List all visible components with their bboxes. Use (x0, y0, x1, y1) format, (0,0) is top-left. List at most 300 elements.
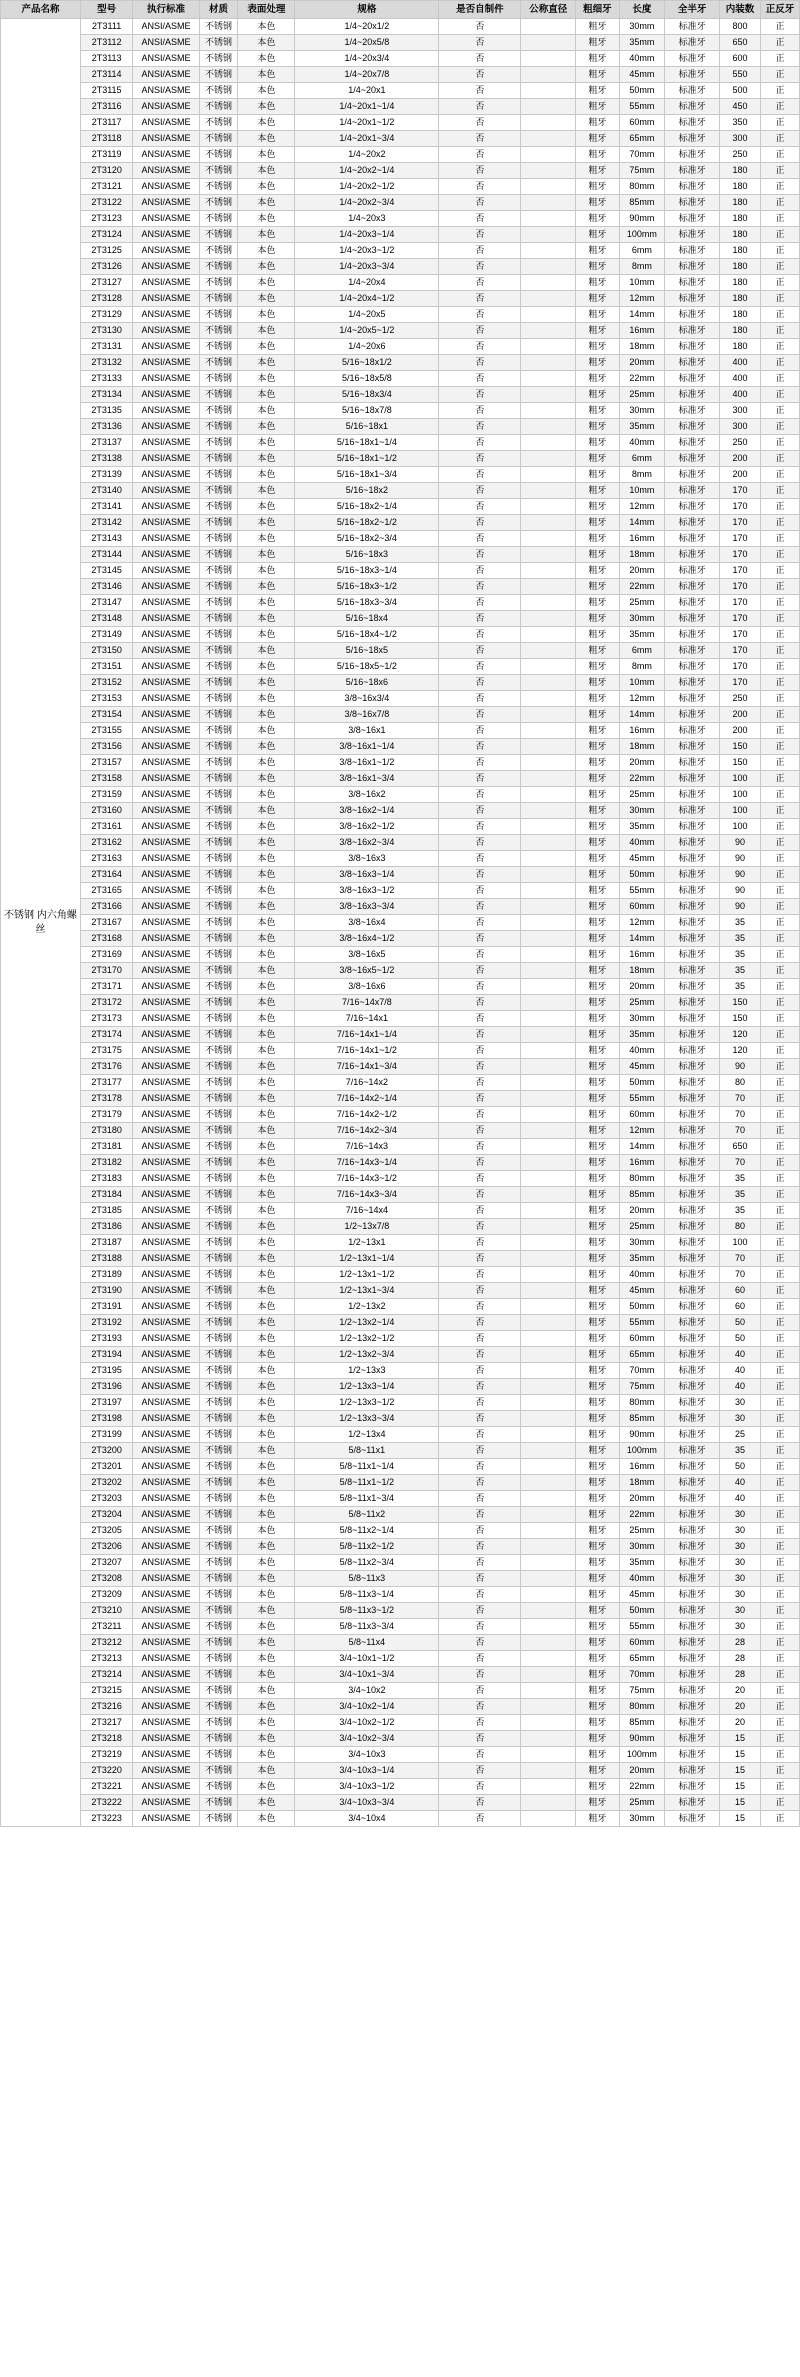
cell-spec: 3/8~16x1~3/4 (295, 771, 439, 787)
table-row (1, 211, 800, 227)
cell-surface: 本色 (238, 1059, 295, 1075)
cell-standard: ANSI/ASME (133, 1587, 199, 1603)
cell-standard: ANSI/ASME (133, 1811, 199, 1827)
cell-nominal-diameter (521, 211, 576, 227)
cell-thread-direction: 正 (761, 1075, 800, 1091)
cell-spec: 1/2~13x3~3/4 (295, 1411, 439, 1427)
cell-thread-direction: 正 (761, 179, 800, 195)
cell-surface: 本色 (238, 1491, 295, 1507)
cell-material: 不锈钢 (199, 291, 238, 307)
cell-spec: 1/4~20x5~1/2 (295, 323, 439, 339)
cell-thread-pitch: 粗牙 (576, 1683, 619, 1699)
cell-thread-pitch: 粗牙 (576, 1363, 619, 1379)
cell-pack-qty: 170 (720, 643, 761, 659)
cell-nominal-diameter (521, 1811, 576, 1827)
cell-pack-qty: 50 (720, 1315, 761, 1331)
cell-material: 不锈钢 (199, 723, 238, 739)
table-row (1, 179, 800, 195)
cell-standard: ANSI/ASME (133, 963, 199, 979)
table-row (1, 1155, 800, 1171)
cell-thread-direction: 正 (761, 387, 800, 403)
cell-spec: 1/4~20x3/4 (295, 51, 439, 67)
cell-thread-direction: 正 (761, 531, 800, 547)
cell-model: 2T3169 (80, 947, 133, 963)
cell-thread-type: 标准牙 (665, 755, 720, 771)
cell-pack-qty: 170 (720, 563, 761, 579)
cell-thread-type: 标准牙 (665, 1171, 720, 1187)
cell-selfmade: 否 (439, 147, 521, 163)
cell-length: 8mm (619, 467, 665, 483)
cell-selfmade: 否 (439, 435, 521, 451)
cell-thread-type: 标准牙 (665, 1635, 720, 1651)
cell-material: 不锈钢 (199, 371, 238, 387)
cell-selfmade: 否 (439, 899, 521, 915)
cell-spec: 3/8~16x1~1/2 (295, 755, 439, 771)
cell-thread-direction: 正 (761, 643, 800, 659)
cell-model: 2T3121 (80, 179, 133, 195)
cell-nominal-diameter (521, 1139, 576, 1155)
cell-model: 2T3143 (80, 531, 133, 547)
cell-pack-qty: 40 (720, 1347, 761, 1363)
cell-surface: 本色 (238, 579, 295, 595)
cell-length: 30mm (619, 803, 665, 819)
cell-nominal-diameter (521, 403, 576, 419)
cell-thread-type: 标准牙 (665, 1091, 720, 1107)
cell-length: 75mm (619, 1683, 665, 1699)
cell-spec: 5/16~18x1 (295, 419, 439, 435)
cell-length: 60mm (619, 899, 665, 915)
cell-model: 2T3218 (80, 1731, 133, 1747)
cell-length: 80mm (619, 1699, 665, 1715)
cell-model: 2T3205 (80, 1523, 133, 1539)
table-row (1, 131, 800, 147)
cell-thread-pitch: 粗牙 (576, 1331, 619, 1347)
cell-material: 不锈钢 (199, 835, 238, 851)
cell-surface: 本色 (238, 1715, 295, 1731)
cell-material: 不锈钢 (199, 435, 238, 451)
cell-surface: 本色 (238, 403, 295, 419)
cell-nominal-diameter (521, 979, 576, 995)
cell-length: 12mm (619, 691, 665, 707)
cell-thread-pitch: 粗牙 (576, 1491, 619, 1507)
cell-thread-type: 标准牙 (665, 51, 720, 67)
cell-length: 6mm (619, 643, 665, 659)
table-row (1, 1059, 800, 1075)
table-row (1, 707, 800, 723)
cell-spec: 5/16~18x5/8 (295, 371, 439, 387)
cell-thread-type: 标准牙 (665, 707, 720, 723)
cell-selfmade: 否 (439, 547, 521, 563)
cell-model: 2T3149 (80, 627, 133, 643)
cell-thread-pitch: 粗牙 (576, 1475, 619, 1491)
cell-spec: 3/8~16x4 (295, 915, 439, 931)
cell-material: 不锈钢 (199, 1523, 238, 1539)
cell-pack-qty: 100 (720, 819, 761, 835)
cell-standard: ANSI/ASME (133, 1747, 199, 1763)
table-row (1, 1395, 800, 1411)
cell-thread-type: 标准牙 (665, 883, 720, 899)
cell-thread-type: 标准牙 (665, 1491, 720, 1507)
cell-surface: 本色 (238, 723, 295, 739)
cell-model: 2T3216 (80, 1699, 133, 1715)
cell-selfmade: 否 (439, 915, 521, 931)
cell-thread-direction: 正 (761, 771, 800, 787)
cell-selfmade: 否 (439, 371, 521, 387)
cell-standard: ANSI/ASME (133, 675, 199, 691)
table-row (1, 1363, 800, 1379)
cell-model: 2T3176 (80, 1059, 133, 1075)
cell-standard: ANSI/ASME (133, 819, 199, 835)
cell-selfmade: 否 (439, 1059, 521, 1075)
cell-thread-direction: 正 (761, 323, 800, 339)
table-row (1, 1619, 800, 1635)
cell-spec: 1/2~13x1 (295, 1235, 439, 1251)
cell-thread-type: 标准牙 (665, 739, 720, 755)
cell-pack-qty: 800 (720, 19, 761, 35)
cell-spec: 3/4~10x2~3/4 (295, 1731, 439, 1747)
cell-spec: 5/16~18x2~1/2 (295, 515, 439, 531)
cell-thread-pitch: 粗牙 (576, 643, 619, 659)
cell-length: 30mm (619, 1235, 665, 1251)
cell-pack-qty: 170 (720, 531, 761, 547)
cell-nominal-diameter (521, 483, 576, 499)
cell-thread-type: 标准牙 (665, 1267, 720, 1283)
cell-pack-qty: 180 (720, 291, 761, 307)
cell-selfmade: 否 (439, 611, 521, 627)
cell-nominal-diameter (521, 1267, 576, 1283)
col-length: 长度 (619, 1, 665, 19)
cell-pack-qty: 90 (720, 899, 761, 915)
cell-thread-direction: 正 (761, 723, 800, 739)
cell-thread-type: 标准牙 (665, 243, 720, 259)
cell-length: 20mm (619, 755, 665, 771)
cell-spec: 3/4~10x3~3/4 (295, 1795, 439, 1811)
cell-spec: 5/16~18x2~3/4 (295, 531, 439, 547)
cell-thread-type: 标准牙 (665, 1235, 720, 1251)
cell-selfmade: 否 (439, 1235, 521, 1251)
cell-selfmade: 否 (439, 1731, 521, 1747)
cell-length: 14mm (619, 307, 665, 323)
cell-spec: 3/8~16x3/4 (295, 691, 439, 707)
cell-thread-type: 标准牙 (665, 1315, 720, 1331)
cell-nominal-diameter (521, 1427, 576, 1443)
cell-material: 不锈钢 (199, 1491, 238, 1507)
cell-thread-pitch: 粗牙 (576, 835, 619, 851)
cell-model: 2T3208 (80, 1571, 133, 1587)
cell-nominal-diameter (521, 1075, 576, 1091)
table-row (1, 819, 800, 835)
cell-selfmade: 否 (439, 531, 521, 547)
cell-nominal-diameter (521, 1107, 576, 1123)
cell-thread-direction: 正 (761, 1091, 800, 1107)
cell-surface: 本色 (238, 1235, 295, 1251)
table-row (1, 963, 800, 979)
cell-selfmade: 否 (439, 1299, 521, 1315)
cell-model: 2T3115 (80, 83, 133, 99)
cell-thread-direction: 正 (761, 355, 800, 371)
cell-material: 不锈钢 (199, 755, 238, 771)
table-row (1, 659, 800, 675)
cell-thread-pitch: 粗牙 (576, 115, 619, 131)
cell-length: 18mm (619, 963, 665, 979)
cell-surface: 本色 (238, 1395, 295, 1411)
cell-material: 不锈钢 (199, 1331, 238, 1347)
cell-surface: 本色 (238, 1427, 295, 1443)
table-row (1, 1011, 800, 1027)
cell-pack-qty: 180 (720, 275, 761, 291)
cell-length: 22mm (619, 1507, 665, 1523)
cell-thread-pitch: 粗牙 (576, 83, 619, 99)
cell-selfmade: 否 (439, 339, 521, 355)
cell-thread-pitch: 粗牙 (576, 1059, 619, 1075)
cell-pack-qty: 170 (720, 579, 761, 595)
cell-length: 40mm (619, 435, 665, 451)
cell-model: 2T3116 (80, 99, 133, 115)
cell-model: 2T3152 (80, 675, 133, 691)
cell-pack-qty: 50 (720, 1459, 761, 1475)
cell-pack-qty: 170 (720, 611, 761, 627)
cell-thread-direction: 正 (761, 1235, 800, 1251)
cell-pack-qty: 30 (720, 1571, 761, 1587)
cell-nominal-diameter (521, 371, 576, 387)
cell-pack-qty: 40 (720, 1475, 761, 1491)
cell-thread-type: 标准牙 (665, 1459, 720, 1475)
cell-nominal-diameter (521, 1667, 576, 1683)
table-row (1, 899, 800, 915)
cell-thread-pitch: 粗牙 (576, 243, 619, 259)
cell-pack-qty: 200 (720, 723, 761, 739)
cell-length: 100mm (619, 1747, 665, 1763)
cell-selfmade: 否 (439, 1107, 521, 1123)
table-row (1, 1219, 800, 1235)
cell-spec: 7/16~14x1 (295, 1011, 439, 1027)
cell-nominal-diameter (521, 851, 576, 867)
cell-spec: 5/16~18x2 (295, 483, 439, 499)
cell-thread-type: 标准牙 (665, 563, 720, 579)
cell-pack-qty: 200 (720, 467, 761, 483)
cell-material: 不锈钢 (199, 739, 238, 755)
cell-selfmade: 否 (439, 1347, 521, 1363)
cell-spec: 1/4~20x2~1/2 (295, 179, 439, 195)
cell-surface: 本色 (238, 1683, 295, 1699)
cell-model: 2T3151 (80, 659, 133, 675)
cell-material: 不锈钢 (199, 451, 238, 467)
cell-surface: 本色 (238, 947, 295, 963)
cell-selfmade: 否 (439, 1539, 521, 1555)
cell-nominal-diameter (521, 1491, 576, 1507)
cell-standard: ANSI/ASME (133, 499, 199, 515)
cell-thread-direction: 正 (761, 339, 800, 355)
cell-thread-pitch: 粗牙 (576, 1411, 619, 1427)
cell-thread-direction: 正 (761, 1651, 800, 1667)
cell-standard: ANSI/ASME (133, 803, 199, 819)
cell-nominal-diameter (521, 1507, 576, 1523)
cell-nominal-diameter (521, 1299, 576, 1315)
cell-length: 14mm (619, 931, 665, 947)
cell-nominal-diameter (521, 1699, 576, 1715)
cell-thread-direction: 正 (761, 563, 800, 579)
cell-length: 14mm (619, 707, 665, 723)
cell-thread-pitch: 粗牙 (576, 899, 619, 915)
table-row (1, 1539, 800, 1555)
cell-thread-pitch: 粗牙 (576, 1139, 619, 1155)
cell-surface: 本色 (238, 835, 295, 851)
cell-length: 25mm (619, 1795, 665, 1811)
cell-surface: 本色 (238, 211, 295, 227)
cell-thread-pitch: 粗牙 (576, 499, 619, 515)
cell-thread-type: 标准牙 (665, 579, 720, 595)
cell-selfmade: 否 (439, 1203, 521, 1219)
cell-standard: ANSI/ASME (133, 1123, 199, 1139)
cell-selfmade: 否 (439, 67, 521, 83)
cell-material: 不锈钢 (199, 1411, 238, 1427)
cell-surface: 本色 (238, 627, 295, 643)
cell-thread-pitch: 粗牙 (576, 723, 619, 739)
cell-standard: ANSI/ASME (133, 931, 199, 947)
cell-length: 8mm (619, 259, 665, 275)
cell-surface: 本色 (238, 1539, 295, 1555)
cell-thread-type: 标准牙 (665, 1059, 720, 1075)
cell-nominal-diameter (521, 803, 576, 819)
cell-selfmade: 否 (439, 1427, 521, 1443)
cell-model: 2T3165 (80, 883, 133, 899)
cell-length: 30mm (619, 1539, 665, 1555)
cell-material: 不锈钢 (199, 595, 238, 611)
cell-pack-qty: 100 (720, 803, 761, 819)
cell-material: 不锈钢 (199, 419, 238, 435)
cell-thread-direction: 正 (761, 1187, 800, 1203)
cell-spec: 1/4~20x3~3/4 (295, 259, 439, 275)
cell-thread-type: 标准牙 (665, 1795, 720, 1811)
cell-standard: ANSI/ASME (133, 1091, 199, 1107)
cell-standard: ANSI/ASME (133, 1699, 199, 1715)
cell-selfmade: 否 (439, 1667, 521, 1683)
table-row (1, 115, 800, 131)
cell-standard: ANSI/ASME (133, 787, 199, 803)
cell-model: 2T3120 (80, 163, 133, 179)
cell-length: 70mm (619, 1363, 665, 1379)
cell-thread-direction: 正 (761, 1315, 800, 1331)
cell-pack-qty: 70 (720, 1267, 761, 1283)
cell-nominal-diameter (521, 67, 576, 83)
cell-thread-type: 标准牙 (665, 1139, 720, 1155)
cell-nominal-diameter (521, 1443, 576, 1459)
cell-spec: 5/16~18x1/2 (295, 355, 439, 371)
cell-spec: 3/4~10x2~1/4 (295, 1699, 439, 1715)
cell-nominal-diameter (521, 1651, 576, 1667)
cell-thread-pitch: 粗牙 (576, 307, 619, 323)
cell-spec: 5/16~18x3/4 (295, 387, 439, 403)
header-row (1, 1, 800, 19)
cell-pack-qty: 100 (720, 771, 761, 787)
cell-length: 70mm (619, 147, 665, 163)
col-spec: 规格 (295, 1, 439, 19)
cell-standard: ANSI/ASME (133, 131, 199, 147)
cell-material: 不锈钢 (199, 547, 238, 563)
cell-nominal-diameter (521, 995, 576, 1011)
cell-material: 不锈钢 (199, 147, 238, 163)
table-row (1, 723, 800, 739)
cell-material: 不锈钢 (199, 1203, 238, 1219)
cell-length: 35mm (619, 1555, 665, 1571)
cell-thread-direction: 正 (761, 1411, 800, 1427)
cell-selfmade: 否 (439, 1459, 521, 1475)
cell-model: 2T3122 (80, 195, 133, 211)
cell-pack-qty: 150 (720, 755, 761, 771)
table-row (1, 1379, 800, 1395)
cell-pack-qty: 120 (720, 1027, 761, 1043)
cell-spec: 3/8~16x3~1/4 (295, 867, 439, 883)
cell-thread-direction: 正 (761, 1475, 800, 1491)
table-row (1, 499, 800, 515)
cell-surface: 本色 (238, 819, 295, 835)
cell-pack-qty: 150 (720, 1011, 761, 1027)
cell-thread-direction: 正 (761, 899, 800, 915)
cell-thread-pitch: 粗牙 (576, 1603, 619, 1619)
cell-spec: 5/8~11x2~1/2 (295, 1539, 439, 1555)
cell-material: 不锈钢 (199, 1267, 238, 1283)
cell-nominal-diameter (521, 1235, 576, 1251)
cell-pack-qty: 600 (720, 51, 761, 67)
cell-thread-type: 标准牙 (665, 531, 720, 547)
cell-selfmade: 否 (439, 83, 521, 99)
cell-selfmade: 否 (439, 1331, 521, 1347)
cell-thread-type: 标准牙 (665, 899, 720, 915)
cell-surface: 本色 (238, 931, 295, 947)
cell-spec: 1/4~20x5/8 (295, 35, 439, 51)
cell-standard: ANSI/ASME (133, 915, 199, 931)
cell-thread-pitch: 粗牙 (576, 707, 619, 723)
cell-spec: 1/4~20x4~1/2 (295, 291, 439, 307)
cell-model: 2T3159 (80, 787, 133, 803)
cell-material: 不锈钢 (199, 995, 238, 1011)
cell-spec: 5/16~18x1~1/4 (295, 435, 439, 451)
cell-thread-pitch: 粗牙 (576, 1251, 619, 1267)
cell-selfmade: 否 (439, 243, 521, 259)
cell-thread-pitch: 粗牙 (576, 531, 619, 547)
cell-standard: ANSI/ASME (133, 707, 199, 723)
cell-pack-qty: 35 (720, 931, 761, 947)
cell-standard: ANSI/ASME (133, 515, 199, 531)
cell-selfmade: 否 (439, 259, 521, 275)
cell-thread-pitch: 粗牙 (576, 1315, 619, 1331)
cell-thread-direction: 正 (761, 1811, 800, 1827)
cell-selfmade: 否 (439, 563, 521, 579)
cell-surface: 本色 (238, 1411, 295, 1427)
cell-thread-pitch: 粗牙 (576, 1107, 619, 1123)
cell-selfmade: 否 (439, 883, 521, 899)
cell-model: 2T3170 (80, 963, 133, 979)
cell-thread-type: 标准牙 (665, 1363, 720, 1379)
cell-pack-qty: 28 (720, 1635, 761, 1651)
cell-selfmade: 否 (439, 19, 521, 35)
cell-thread-type: 标准牙 (665, 803, 720, 819)
cell-thread-direction: 正 (761, 1699, 800, 1715)
cell-model: 2T3207 (80, 1555, 133, 1571)
cell-pack-qty: 100 (720, 1235, 761, 1251)
cell-selfmade: 否 (439, 1651, 521, 1667)
cell-standard: ANSI/ASME (133, 755, 199, 771)
cell-thread-type: 标准牙 (665, 499, 720, 515)
cell-length: 35mm (619, 627, 665, 643)
table-row (1, 1443, 800, 1459)
cell-standard: ANSI/ASME (133, 147, 199, 163)
cell-model: 2T3129 (80, 307, 133, 323)
cell-thread-type: 标准牙 (665, 1699, 720, 1715)
cell-length: 16mm (619, 723, 665, 739)
cell-material: 不锈钢 (199, 531, 238, 547)
cell-standard: ANSI/ASME (133, 387, 199, 403)
